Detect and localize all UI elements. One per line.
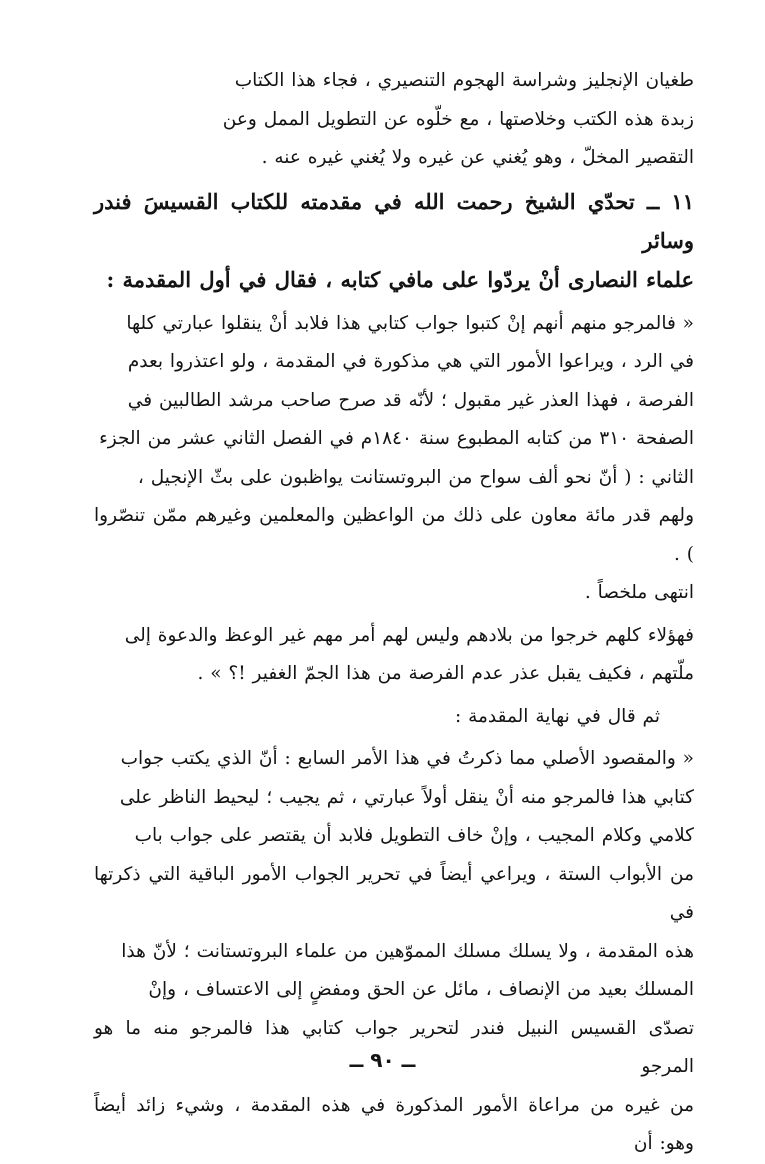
text-line: من غيره من مراعاة الأمور المذكورة في هذه المقدمة ، وشيء زائد أيضاً وهو: أن xyxy=(94,1094,694,1154)
text-line: التقصير المخلّ ، وهو يُغني عن غيره ولا يُغني غيره عنه . xyxy=(261,147,694,168)
text-line: تصدّى القسيس النبيل فندر لتحرير جواب كتابي هذا فالمرجو منه ما هو المرجو xyxy=(94,1017,694,1077)
text-line: هذه المقدمة ، ولا يسلك مسلك المموّهين من علماء البروتستانت ؛ لأنّ هذا xyxy=(121,940,694,962)
quote-paragraph-2 xyxy=(94,617,694,694)
document-page xyxy=(94,62,694,1164)
text-line: في الرد ، ويراعوا الأمور التي هي مذكورة في المقدمة ، ولو اعتذروا بعدم xyxy=(127,351,694,372)
quote-paragraph-1 xyxy=(94,305,694,613)
text-line: كتابي هذا فالمرجو منه أنْ ينقل أولاً عبارتي ، ثم يجيب ؛ ليحيط الناظر على xyxy=(119,786,694,808)
text-line: طغيان الإنجليز وشراسة الهجوم التنصيري ، فجاء هذا الكتاب xyxy=(234,70,694,91)
text-line: انتهى ملخصاً . xyxy=(584,582,694,603)
text-line: ملّتهم ، فكيف يقبل عذر عدم الفرصة من هذا الجمّ الغفير !؟ » . xyxy=(197,663,694,684)
quote-paragraph-3 xyxy=(94,740,694,1164)
heading-line: علماء النصارى أنْ يردّوا على مافي كتابه ، فقال في أول المقدمة : xyxy=(106,266,694,292)
text-line: زبدة هذه الكتب وخلاصتها ، مع خلّوه عن التطويل الممل وعن xyxy=(222,108,694,130)
text-line: ولهم قدر مائة معاون على ذلك من الواعظين والمعلمين وغيرهم ممّن تنصّروا ) . xyxy=(94,505,694,565)
text-line: « فالمرجو منهم أنهم إنْ كتبوا جواب كتابي هذا فلابد أنْ ينقلوا عبارتي كلها xyxy=(126,312,694,334)
text-line: المسلك بعيد من الإنصاف ، مائل عن الحق ومفضٍ إلى الاعتساف ، وإنْ xyxy=(148,979,694,1000)
text-line: الفرصة ، فهذا العذر غير مقبول ؛ لأنّه قد صرح صاحب مرشد الطالبين في xyxy=(127,389,694,411)
heading-line: ١١ ــ تحدّي الشيخ رحمت الله في مقدمته للكتاب القسيسَ فندر وسائر xyxy=(94,188,694,253)
text-line: الثاني : ( أنّ نحو ألف سواح من البروتستانت يواظبون على بثّ الإنجيل ، xyxy=(137,466,694,488)
page-number: ــ ٩٠ ــ xyxy=(349,1048,416,1072)
intro-paragraph xyxy=(94,62,694,178)
text-line: فهؤلاء كلهم خرجوا من بلادهم وليس لهم أمر مهم غير الوعظ والدعوة إلى xyxy=(124,624,694,646)
text-line: ثم قال في نهاية المقدمة : xyxy=(454,705,660,727)
text-line: الصفحة ٣١٠ من كتابه المطبوع سنة ١٨٤٠م في الفصل الثاني عشر من الجزء xyxy=(99,428,694,449)
text-line: « والمقصود الأصلي مما ذكرتُ في هذا الأمر السابع : أنّ الذي يكتب جواب xyxy=(120,748,694,769)
transition-line xyxy=(94,698,694,737)
text-line: من الأبواب الستة ، ويراعي أيضاً في تحرير الجواب الأمور الباقية التي ذكرتها في xyxy=(94,863,694,923)
section-heading xyxy=(94,182,694,299)
text-line: كلامي وكلام المجيب ، وإنْ خاف التطويل فلابد أن يقتصر على جواب باب xyxy=(134,825,694,846)
